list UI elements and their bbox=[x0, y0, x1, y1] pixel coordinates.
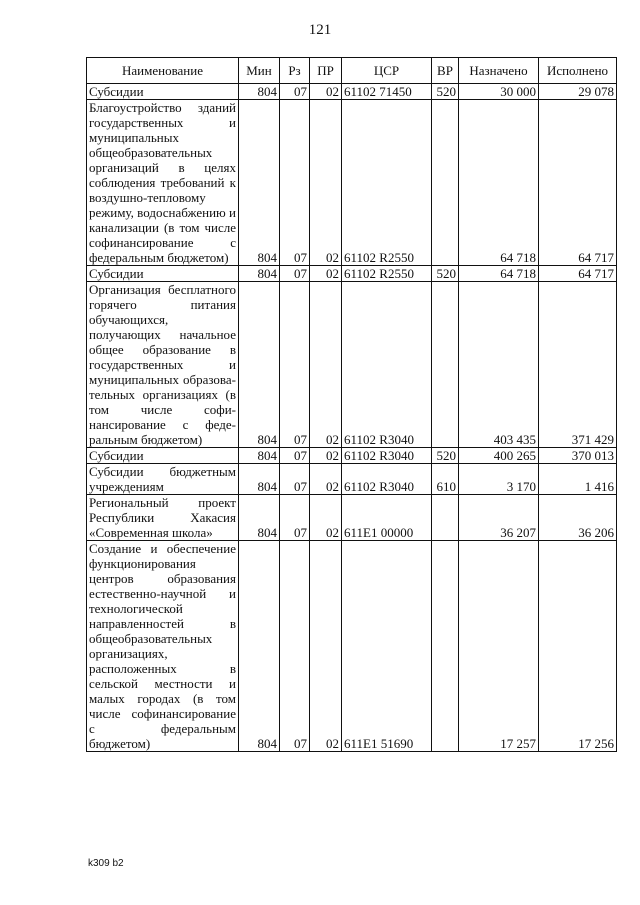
row-min: 804 bbox=[239, 541, 280, 752]
row-planned: 36 207 bbox=[459, 495, 539, 541]
row-name: Субсидии бюджетным учреждениям bbox=[87, 464, 239, 495]
row-pr: 02 bbox=[310, 100, 342, 266]
header-pr: ПР bbox=[310, 58, 342, 84]
table-header-row bbox=[87, 58, 617, 84]
row-planned: 64 718 bbox=[459, 266, 539, 282]
row-vr bbox=[432, 495, 459, 541]
row-executed: 36 206 bbox=[539, 495, 617, 541]
row-rz: 07 bbox=[280, 266, 310, 282]
row-pr: 02 bbox=[310, 448, 342, 464]
row-planned: 64 718 bbox=[459, 100, 539, 266]
row-planned: 30 000 bbox=[459, 84, 539, 100]
row-vr bbox=[432, 100, 459, 266]
header-name: Наименование bbox=[87, 58, 239, 84]
table-row bbox=[87, 266, 617, 282]
row-min: 804 bbox=[239, 464, 280, 495]
table-row bbox=[87, 464, 617, 495]
header-executed: Исполнено bbox=[539, 58, 617, 84]
row-executed: 64 717 bbox=[539, 100, 617, 266]
footer-code: k309 b2 bbox=[88, 858, 124, 869]
row-vr: 520 bbox=[432, 84, 459, 100]
row-executed: 17 256 bbox=[539, 541, 617, 752]
row-rz: 07 bbox=[280, 100, 310, 266]
row-vr bbox=[432, 282, 459, 448]
row-name: Субсидии bbox=[87, 266, 239, 282]
table-row bbox=[87, 541, 617, 752]
row-min: 804 bbox=[239, 84, 280, 100]
row-executed: 370 013 bbox=[539, 448, 617, 464]
table-row bbox=[87, 282, 617, 448]
row-name: Региональный проект Республики Хакасия «Современная школа» bbox=[87, 495, 239, 541]
row-csr: 61102 71450 bbox=[342, 84, 432, 100]
row-name: Организация бесплатного горячего питания обучающихся, получающих начальное общее образование в государственных и муниципальных образовательных организациях (в том числе софинансирование с федеральным бюджетом) bbox=[87, 282, 239, 448]
row-planned: 17 257 bbox=[459, 541, 539, 752]
row-pr: 02 bbox=[310, 541, 342, 752]
row-rz: 07 bbox=[280, 282, 310, 448]
row-planned: 400 265 bbox=[459, 448, 539, 464]
header-rz: Рз bbox=[280, 58, 310, 84]
row-executed: 29 078 bbox=[539, 84, 617, 100]
row-min: 804 bbox=[239, 100, 280, 266]
row-rz: 07 bbox=[280, 464, 310, 495]
row-csr: 61102 R3040 bbox=[342, 448, 432, 464]
row-csr: 611E1 51690 bbox=[342, 541, 432, 752]
row-csr: 61102 R2550 bbox=[342, 100, 432, 266]
row-min: 804 bbox=[239, 266, 280, 282]
row-rz: 07 bbox=[280, 84, 310, 100]
row-pr: 02 bbox=[310, 84, 342, 100]
row-executed: 64 717 bbox=[539, 266, 617, 282]
row-csr: 61102 R3040 bbox=[342, 282, 432, 448]
row-name: Создание и обеспечение функционирования центров образования естественно-научной и технологической направленностей в общеобразовательных организациях, расположенных в сельской местности и малых городах (в том числе софинансирование с федеральным бюджетом) bbox=[87, 541, 239, 752]
row-vr: 520 bbox=[432, 266, 459, 282]
row-min: 804 bbox=[239, 282, 280, 448]
row-rz: 07 bbox=[280, 448, 310, 464]
table-row bbox=[87, 100, 617, 266]
row-rz: 07 bbox=[280, 495, 310, 541]
budget-table bbox=[86, 57, 617, 752]
table-row bbox=[87, 448, 617, 464]
table-row bbox=[87, 495, 617, 541]
row-min: 804 bbox=[239, 448, 280, 464]
row-pr: 02 bbox=[310, 464, 342, 495]
header-min: Мин bbox=[239, 58, 280, 84]
row-csr: 61102 R3040 bbox=[342, 464, 432, 495]
row-rz: 07 bbox=[280, 541, 310, 752]
header-vr: ВР bbox=[432, 58, 459, 84]
row-min: 804 bbox=[239, 495, 280, 541]
row-name: Субсидии bbox=[87, 84, 239, 100]
row-executed: 1 416 bbox=[539, 464, 617, 495]
page-number: 121 bbox=[308, 22, 332, 38]
row-name: Благоустройство зданий государственных и муниципальных общеобразовательных организаций в целях соблюдения требований к воздушно-тепловому режиму, водоснабжению и канализации (в том числе софинансирование с федеральным бюджетом) bbox=[87, 100, 239, 266]
row-planned: 3 170 bbox=[459, 464, 539, 495]
header-csr: ЦСР bbox=[342, 58, 432, 84]
row-pr: 02 bbox=[310, 282, 342, 448]
row-pr: 02 bbox=[310, 266, 342, 282]
row-planned: 403 435 bbox=[459, 282, 539, 448]
row-csr: 61102 R2550 bbox=[342, 266, 432, 282]
row-vr: 610 bbox=[432, 464, 459, 495]
row-pr: 02 bbox=[310, 495, 342, 541]
row-vr bbox=[432, 541, 459, 752]
row-name: Субсидии bbox=[87, 448, 239, 464]
row-csr: 611E1 00000 bbox=[342, 495, 432, 541]
header-planned: Назначено bbox=[459, 58, 539, 84]
row-executed: 371 429 bbox=[539, 282, 617, 448]
row-vr: 520 bbox=[432, 448, 459, 464]
table-row bbox=[87, 84, 617, 100]
